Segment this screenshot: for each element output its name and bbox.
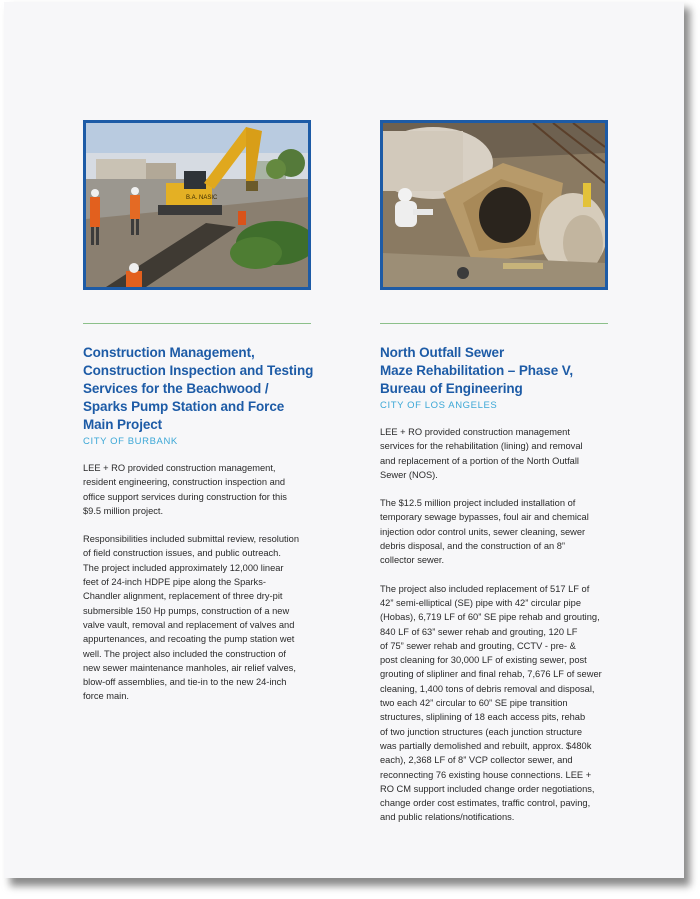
title-line: Bureau of Engineering: [380, 381, 523, 396]
text-line: feet of 24-inch HDPE pipe along the Sparks-: [83, 577, 266, 588]
section-divider: [83, 323, 311, 324]
text-line: The project also included replacement of 517 LF of: [380, 583, 590, 594]
text-line: 840 LF of 63” sewer rehab and grouting, 120 LF: [380, 626, 578, 637]
title-line: Services for the Beachwood /: [83, 381, 269, 396]
text-line: appurtenances, and recoating the pump station wet: [83, 634, 295, 645]
text-line: Responsibilities included submittal review, resolution: [83, 534, 300, 545]
client-name: CITY OF LOS ANGELES: [380, 400, 498, 411]
body-paragraph: [380, 582, 608, 825]
text-line: of field construction issues, and public outreach.: [83, 548, 281, 559]
excavator-label: B.A. NASIC: [186, 195, 218, 201]
text-line: The project included approximately 12,000 linear: [83, 562, 284, 573]
text-line: of 75” sewer rehab and grouting, CCTV - pre- &: [380, 640, 576, 651]
text-line: valve vault, removal and replacement of valves and: [83, 619, 295, 630]
text-line: force main.: [83, 691, 129, 702]
text-line: Sewer (NOS).: [380, 469, 438, 480]
text-line: each), 2,368 LF of 8” VCP collector sewer, and: [380, 755, 573, 766]
body-paragraph: [380, 425, 608, 482]
title-line: Construction Management,: [83, 345, 255, 360]
body-paragraph: [83, 532, 311, 704]
title-line: Main Project: [83, 417, 163, 432]
text-line: grouting of slipliner and final rehab, 7,676 LF of sewer: [380, 669, 602, 680]
text-line: RO CM support included change order negotiations,: [380, 783, 595, 794]
title-line: Maze Rehabilitation – Phase V,: [380, 363, 574, 378]
text-line: was partially demolished and rebuilt, approx. $480k: [380, 740, 592, 751]
text-line: LEE + RO provided construction management,: [83, 463, 276, 473]
text-line: The $12.5 million project included installation of: [380, 498, 576, 509]
text-line: injection odor control units, sewer cleaning, sewer: [380, 526, 586, 537]
text-line: new sewer maintenance manholes, air relief valves,: [83, 662, 296, 673]
client-name: CITY OF BURBANK: [83, 436, 178, 447]
title-line: North Outfall Sewer: [380, 345, 505, 360]
project-description-left: [83, 344, 314, 704]
text-line: submersible 150 Hp pumps, construction of a new: [83, 605, 290, 616]
text-line: $9.5 million project.: [83, 505, 164, 516]
text-line: and replacement of a portion of the North Outfall: [380, 455, 579, 466]
text-line: temporary sewage bypasses, foul air and chemical: [380, 512, 589, 523]
text-line: structures, sliplining of 18 each access pits, rehab: [380, 712, 586, 723]
body-paragraph: [380, 496, 608, 567]
text-line: of two junction structures (each junction structure: [380, 726, 583, 737]
text-line: reconnecting 76 existing house connections. LEE +: [380, 769, 592, 780]
text-line: 42” semi-elliptical (SE) pipe with 42” circular pipe: [380, 597, 581, 608]
text-line: services for the rehabilitation (lining) and removal: [380, 441, 583, 452]
text-line: Chandler alignment, replacement of three dry-pit: [83, 591, 283, 602]
text-line: LEE + RO provided construction management: [380, 427, 570, 437]
section-divider: [380, 323, 608, 324]
text-line: office support services during construction for this: [83, 491, 287, 502]
text-line: and public relations/notifications.: [380, 812, 515, 823]
title-line: Sparks Pump Station and Force: [83, 399, 285, 414]
text-line: blow-off assemblies, and tie-in to the new 24-inch: [83, 677, 287, 688]
excavator-scene-illustration: [86, 123, 308, 287]
sewer-structure-illustration: [383, 123, 605, 287]
text-line: two each 42” circular to 60” SE pipe transition: [380, 698, 568, 709]
text-line: resident engineering, construction inspection and: [83, 477, 286, 488]
project-title: [380, 344, 608, 398]
document-page: [4, 2, 684, 878]
text-line: collector sewer.: [380, 555, 445, 566]
text-line: change order cost estimates, traffic control, paving,: [380, 798, 591, 809]
text-line: (Hobas), 6,719 LF of 60” SE pipe rehab and grouting,: [380, 612, 600, 623]
pump-station-construction-photo: [83, 120, 311, 290]
text-line: well. The project also included the construction of: [83, 648, 286, 659]
text-line: debris disposal, and the construction of an 8”: [380, 541, 566, 552]
text-line: cleaning, 1,400 tons of debris removal and disposal,: [380, 683, 595, 694]
text-line: post cleaning for 30,000 LF of existing sewer, post: [380, 655, 587, 666]
project-title: [83, 344, 314, 434]
title-line: Construction Inspection and Testing: [83, 363, 314, 378]
body-paragraph: [83, 461, 311, 518]
sewer-maze-rehabilitation-photo: [380, 120, 608, 290]
project-description-right: [380, 344, 608, 825]
